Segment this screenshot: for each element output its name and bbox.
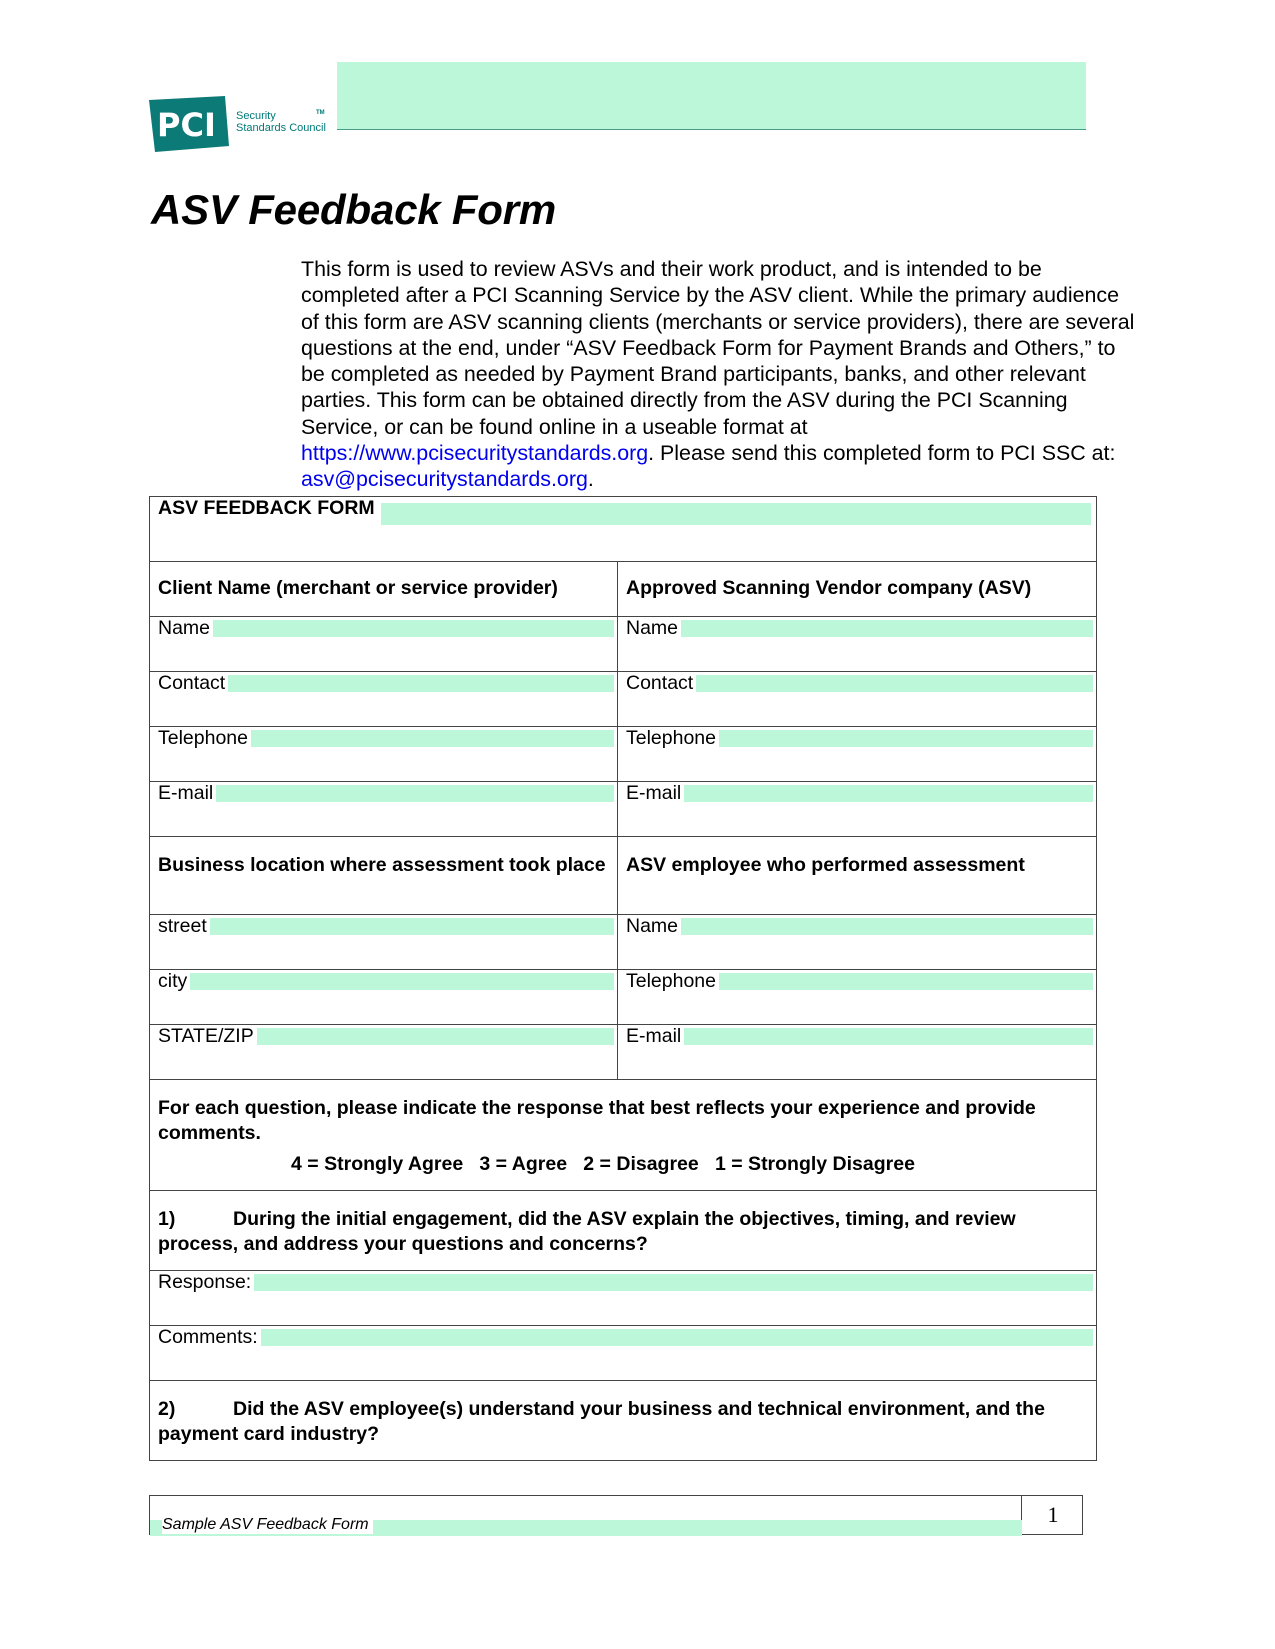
form-title: ASV FEEDBACK FORM: [158, 497, 375, 519]
rating-scale: 4 = Strongly Agree 3 = Agree 2 = Disagree 1 = Strongly Disagree: [291, 1153, 915, 1175]
q1-comments-field[interactable]: [261, 1329, 1093, 1346]
client-contact-field[interactable]: [228, 675, 614, 692]
asv-header-cell: [618, 562, 1097, 617]
employee-email-field[interactable]: [684, 1028, 1093, 1045]
state-zip-label: STATE/ZIP: [158, 1025, 254, 1047]
employee-name-field[interactable]: [681, 918, 1093, 935]
pci-website-link[interactable]: https://www.pcisecuritystandards.org: [301, 441, 649, 466]
form-title-field[interactable]: [381, 503, 1091, 525]
instructions-cell: [150, 1080, 1097, 1191]
asv-feedback-table: [149, 496, 1097, 1461]
question-1-cell: [150, 1191, 1097, 1271]
client-contact-label: Contact: [158, 672, 226, 694]
city-field[interactable]: [190, 973, 614, 990]
question-2-cell: [150, 1381, 1097, 1461]
asv-telephone-field[interactable]: [719, 730, 1093, 747]
street-label: street: [158, 915, 207, 937]
state-zip-field[interactable]: [257, 1028, 614, 1045]
asv-name-label: Name: [626, 617, 679, 639]
client-name-label: Name: [158, 617, 211, 639]
city-label: city: [158, 970, 188, 992]
asv-contact-field[interactable]: [696, 675, 1093, 692]
logo-trademark: TM: [316, 110, 325, 116]
q1-response-label: Response:: [158, 1271, 252, 1293]
client-header: Client Name (merchant or service provider): [158, 577, 558, 599]
asv-name-field[interactable]: [681, 620, 1093, 637]
logo-line-security: Security: [236, 110, 276, 122]
asv-email-field[interactable]: [684, 785, 1093, 802]
question-2-text: Did the ASV employee(s) understand your business and technical environment, and the payment card industry?: [158, 1398, 1045, 1445]
location-header-cell: [150, 837, 618, 915]
employee-header-cell: [618, 837, 1097, 915]
header-form-field[interactable]: [337, 62, 1086, 130]
intro-paragraph: This form is used to review ASVs and their work product, and is intended to be completed after a PCI Scanning Service by the ASV client. While the primary audience of this form are ASV scanning clients (merchants or service providers), there are several questions at the end, under “ASV Feedback Form for Payment Brands and Others,” to be completed as needed by Payment Brand participants, banks, and other relevant parties. This form can be obtained directly from the ASV during the PCI Scanning Service, or can be found online in a useable format at https://www.pcisecuritystandards.org. Please send this completed form to PCI SSC at: asv@pcisecuritystandards.org.: [301, 257, 1135, 492]
employee-telephone-field[interactable]: [719, 973, 1093, 990]
asv-header: Approved Scanning Vendor company (ASV): [626, 577, 1032, 599]
asv-telephone-label: Telephone: [626, 727, 716, 749]
question-2-number: 2): [158, 1398, 176, 1420]
street-field[interactable]: [210, 918, 614, 935]
employee-telephone-label: Telephone: [626, 970, 716, 992]
logo-letters: PCI: [157, 106, 216, 144]
logo-line-council: Standards Council: [236, 122, 326, 134]
q1-response-field[interactable]: [254, 1274, 1093, 1291]
q1-comments-label: Comments:: [158, 1326, 258, 1348]
question-1-text: During the initial engagement, did the ASV explain the objectives, timing, and review process, and address your questions and concerns?: [158, 1208, 1016, 1255]
client-email-label: E-mail: [158, 782, 214, 804]
question-1-number: 1): [158, 1208, 176, 1230]
client-name-field[interactable]: [213, 620, 614, 637]
employee-name-label: Name: [626, 915, 679, 937]
footer-title: Sample ASV Feedback Form: [162, 1516, 373, 1534]
location-header: Business location where assessment took place: [158, 854, 606, 876]
page-title: ASV Feedback Form: [151, 186, 557, 233]
page-number: 1: [1047, 1502, 1059, 1527]
client-telephone-label: Telephone: [158, 727, 248, 749]
asv-email-link[interactable]: asv@pcisecuritystandards.org: [301, 467, 588, 492]
form-title-row: [150, 497, 1097, 562]
page-footer: [149, 1495, 1083, 1535]
logo-wordmark: [236, 110, 326, 134]
client-header-cell: [150, 562, 618, 617]
client-telephone-field[interactable]: [251, 730, 614, 747]
client-email-field[interactable]: [216, 785, 614, 802]
employee-header: ASV employee who performed assessment: [626, 854, 1025, 876]
asv-email-label: E-mail: [626, 782, 682, 804]
employee-email-label: E-mail: [626, 1025, 682, 1047]
instructions-text: For each question, please indicate the response that best reflects your experience and provide comments.: [158, 1097, 1036, 1144]
asv-contact-label: Contact: [626, 672, 694, 694]
footer-left-cell: [150, 1496, 1022, 1534]
